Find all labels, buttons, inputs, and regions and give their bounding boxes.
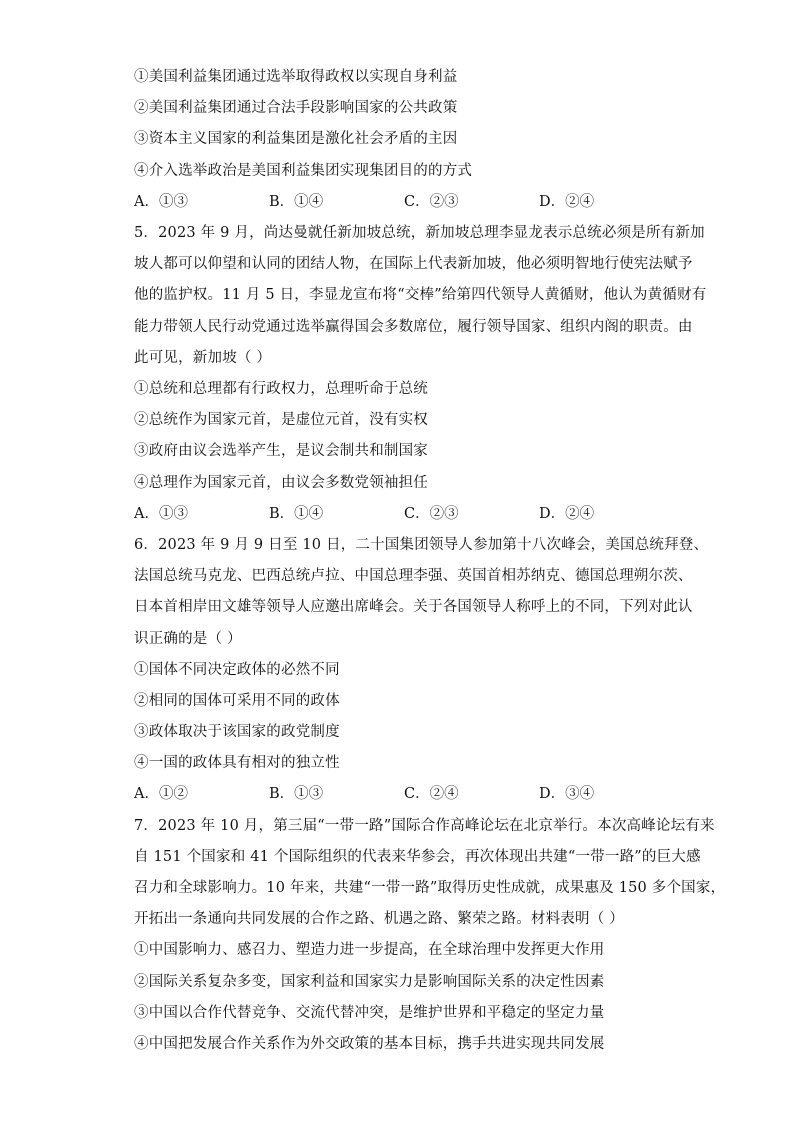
q6-stem-line-3: 日本首相岸田文雄等领导人应邀出席峰会。关于各国领导人称呼上的不同，下列对此认 [134, 599, 693, 616]
q7-stem-line-4: 开拓出一条通向共同发展的合作之路、机遇之路、繁荣之路。材料表明（ ） [134, 911, 624, 928]
page-content [134, 62, 726, 1060]
q5-statement-3: ③政府由议会选举产生，是议会制共和制国家 [134, 443, 428, 460]
q4-statement-2: ②美国利益集团通过合法手段影响国家的公共政策 [134, 100, 458, 117]
q5-stem-line-4: 能力带领人民行动党通过选举赢得国会多数席位，履行领导国家、组织内阁的职责。由 [134, 318, 693, 335]
q5-stem-line-1: 5．2023 年 9 月，尚达曼就任新加坡总统，新加坡总理李显龙表示总统必须是所有新加 [134, 224, 705, 241]
q6-statement-3: ③政体取决于该国家的政党制度 [134, 724, 340, 741]
q6-option-c: C．②④ [404, 786, 459, 803]
q6-stem-line-4: 识正确的是（ ） [134, 630, 242, 647]
q5-stem-line-3: 他的监护权。11 月 5 日，李显龙宣布将“交棒”给第四代领导人黄循财，他认为黄循财有 [134, 287, 707, 304]
q6-option-b: B．①③ [269, 786, 324, 803]
q6-statement-1: ①国体不同决定政体的必然不同 [134, 661, 340, 678]
q7-statement-3: ③中国以合作代替竞争、交流代替冲突，是维护世界和平稳定的坚定力量 [134, 1004, 605, 1021]
q5-answer-options [134, 499, 674, 530]
q6-stem-line-2: 法国总统马克龙、巴西总统卢拉、中国总理李强、英国首相苏纳克、德国总理朔尔茨、 [134, 568, 693, 585]
q7-statement-2: ②国际关系复杂多变，国家利益和国家实力是影响国际关系的决定性因素 [134, 973, 605, 990]
q6-answer-options [134, 779, 674, 810]
q5-option-b: B．①④ [269, 505, 324, 522]
question-4 [134, 62, 674, 218]
q6-option-d: D．③④ [539, 786, 595, 803]
q7-statement-4: ④中国把发展合作关系作为外交政策的基本目标，携手共进实现共同发展 [134, 1036, 605, 1053]
q5-statement-1: ①总统和总理都有行政权力，总理听命于总统 [134, 380, 428, 397]
q6-stem-line-1: 6．2023 年 9 月 9 日至 10 日，二十国集团领导人参加第十八次峰会，美国总统拜登、 [134, 536, 709, 553]
q7-stem-line-2: 自 151 个国家和 41 个国际组织的代表来华参会，再次体现出共建“一带一路”的巨大感 [134, 848, 701, 865]
q5-stem-line-2: 坡人都可以仰望和认同的团结人物，在国际上代表新加坡，他必须明智地行使宪法赋予 [134, 256, 693, 273]
q5-statement-4: ④总理作为国家元首，由议会多数党领袖担任 [134, 474, 428, 491]
q6-option-a: A．①② [134, 786, 188, 803]
q4-answer-options [134, 187, 674, 218]
q6-statement-2: ②相同的国体可采用不同的政体 [134, 692, 340, 709]
q5-option-d: D．②④ [539, 505, 595, 522]
q4-option-c: C．②③ [404, 193, 459, 210]
q7-stem-line-3: 召力和全球影响力。10 年来，共建“一带一路”取得历史性成就，成果惠及 150 多个国家， [134, 880, 726, 897]
q5-statement-2: ②总统作为国家元首，是虚位元首，没有实权 [134, 412, 428, 429]
q4-option-d: D．②④ [539, 193, 595, 210]
question-7 [134, 811, 726, 1061]
q6-statement-4: ④一国的政体具有相对的独立性 [134, 755, 340, 772]
q5-option-c: C．②③ [404, 505, 459, 522]
question-5 [134, 218, 707, 530]
q4-option-a: A．①③ [134, 193, 188, 210]
q7-statement-1: ①中国影响力、感召力、塑造力进一步提高，在全球治理中发挥更大作用 [134, 942, 605, 959]
q4-statement-4: ④介入选举政治是美国利益集团实现集团目的的方式 [134, 162, 473, 179]
question-6 [134, 530, 709, 811]
q7-stem-line-1: 7．2023 年 10 月，第三届“一带一路”国际合作高峰论坛在北京举行。本次高峰论坛有来 [134, 817, 715, 834]
q4-statement-1: ①美国利益集团通过选举取得政权以实现自身利益 [134, 69, 458, 85]
q5-option-a: A．①③ [134, 505, 188, 522]
q5-stem-line-5: 此可见，新加坡（ ） [134, 349, 272, 366]
q4-statement-3: ③资本主义国家的利益集团是激化社会矛盾的主因 [134, 131, 458, 148]
q4-option-b: B．①④ [269, 193, 324, 210]
